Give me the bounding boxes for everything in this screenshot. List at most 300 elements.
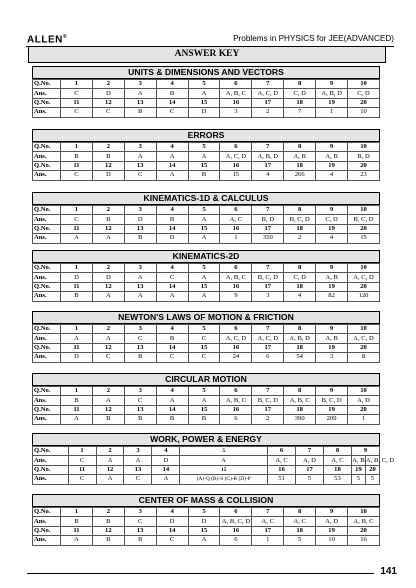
answer-cell: B xyxy=(92,215,124,224)
answer-cell: B xyxy=(156,415,188,424)
question-number-cell: 2 xyxy=(92,387,124,396)
question-number-cell: 4 xyxy=(156,80,188,89)
answer-cell: A, D xyxy=(316,517,348,526)
row-label: Q.No. xyxy=(33,447,69,456)
answer-cell: C xyxy=(61,171,93,180)
question-number-cell: 18 xyxy=(284,224,316,233)
answer-cell: C xyxy=(68,456,96,465)
answer-row xyxy=(33,517,380,526)
answer-cell: A, B xyxy=(316,152,348,161)
question-number-cell: 10 xyxy=(348,80,380,89)
footer-rule xyxy=(27,573,374,574)
question-number-cell: 16 xyxy=(220,161,252,170)
question-number-cell: 15 xyxy=(188,526,220,535)
question-number-cell: 14 xyxy=(156,282,188,291)
answer-cell: B, C, D xyxy=(284,215,316,224)
answer-cell: A xyxy=(188,273,220,282)
question-number-cell: 5 xyxy=(188,264,220,273)
question-number-row xyxy=(33,465,380,474)
question-number-cell: 10 xyxy=(348,325,380,334)
section-title: KINEMATICS-1D & CALCULUS xyxy=(32,192,380,205)
question-number-cell: 20 xyxy=(348,405,380,414)
page-number: 141 xyxy=(380,566,397,577)
answer-cell: A xyxy=(188,89,220,98)
question-number-cell: 13 xyxy=(124,526,156,535)
answer-cell: C xyxy=(156,273,188,282)
question-number-cell: 11 xyxy=(61,98,93,107)
question-number-cell: 12 xyxy=(92,405,124,414)
answer-cell: 1 xyxy=(348,415,380,424)
answer-cell: B xyxy=(156,89,188,98)
question-number-cell: 12 xyxy=(92,224,124,233)
row-label: Q.No. xyxy=(33,264,61,273)
answer-row xyxy=(33,415,380,424)
answer-cell: B xyxy=(124,353,156,362)
answer-cell: A xyxy=(124,89,156,98)
answer-cell: C, D xyxy=(284,89,316,98)
answer-section xyxy=(32,250,380,302)
answer-cell: 82 xyxy=(316,292,348,301)
answer-cell: D xyxy=(92,89,124,98)
question-number-cell: 14 xyxy=(156,98,188,107)
answer-cell: B xyxy=(92,415,124,424)
answer-cell: 1 xyxy=(252,536,284,545)
answer-cell: 7 xyxy=(284,108,316,117)
question-number-cell: 4 xyxy=(156,264,188,273)
question-number-cell: 5 xyxy=(180,447,268,456)
answer-cell: A, C xyxy=(252,517,284,526)
question-number-cell: 17 xyxy=(252,343,284,352)
question-number-cell: 9 xyxy=(351,447,379,456)
answer-cell: 10 xyxy=(316,536,348,545)
question-number-cell: 9 xyxy=(316,264,348,273)
question-number-cell: 7 xyxy=(252,143,284,152)
row-label: Ans. xyxy=(33,456,69,465)
answer-section xyxy=(32,494,380,546)
answer-cell: D xyxy=(124,215,156,224)
answer-cell: C xyxy=(92,108,124,117)
answer-cell: 15 xyxy=(348,234,380,243)
question-number-cell: 18 xyxy=(284,526,316,535)
question-number-cell: 12 xyxy=(92,282,124,291)
question-number-row xyxy=(33,98,380,107)
answer-cell: C xyxy=(124,517,156,526)
question-number-cell: 15 xyxy=(188,98,220,107)
answer-cell: A, B xyxy=(316,273,348,282)
answer-cell: A xyxy=(188,234,220,243)
question-number-cell: 17 xyxy=(296,465,324,474)
answer-cell: C xyxy=(156,108,188,117)
question-number-row xyxy=(33,325,380,334)
question-number-row xyxy=(33,343,380,352)
answer-cell: C xyxy=(124,475,152,484)
answer-section xyxy=(32,192,380,244)
row-label: Ans. xyxy=(33,215,61,224)
answer-cell: 6 xyxy=(220,415,252,424)
answer-cell: 1 xyxy=(316,108,348,117)
question-number-row xyxy=(33,282,380,291)
answer-cell: A xyxy=(124,152,156,161)
row-label: Q.No. xyxy=(33,206,61,215)
answer-cell: B xyxy=(188,171,220,180)
answer-cell: A xyxy=(188,152,220,161)
row-label: Ans. xyxy=(33,396,61,405)
question-number-cell: 18 xyxy=(284,343,316,352)
question-number-row xyxy=(33,206,380,215)
row-label: Q.No. xyxy=(33,325,61,334)
answer-cell: B xyxy=(124,536,156,545)
answer-row xyxy=(33,152,380,161)
question-number-cell: 8 xyxy=(284,206,316,215)
question-number-cell: 7 xyxy=(252,264,284,273)
question-number-cell: 10 xyxy=(348,143,380,152)
answer-cell: B xyxy=(124,108,156,117)
answer-cell: B xyxy=(92,152,124,161)
row-label: Ans. xyxy=(33,273,61,282)
question-number-cell: 19 xyxy=(316,161,348,170)
question-number-row xyxy=(33,387,380,396)
question-number-cell: 9 xyxy=(316,143,348,152)
question-number-cell: 19 xyxy=(316,405,348,414)
question-number-cell: 12 xyxy=(96,465,124,474)
answer-cell: B xyxy=(156,334,188,343)
row-label: Ans. xyxy=(33,415,61,424)
answer-cell: B, D xyxy=(348,152,380,161)
question-number-cell: 4 xyxy=(156,325,188,334)
answer-cell: 266 xyxy=(284,171,316,180)
row-label: Ans. xyxy=(33,152,61,161)
answer-cell: D xyxy=(92,171,124,180)
page-header xyxy=(0,0,416,52)
answer-cell: C xyxy=(61,215,93,224)
answer-cell: B, C, D xyxy=(348,215,380,224)
answer-table xyxy=(32,205,380,244)
question-number-cell: 13 xyxy=(124,282,156,291)
answer-cell: A xyxy=(188,536,220,545)
question-number-cell: 4 xyxy=(156,387,188,396)
question-number-cell: 8 xyxy=(324,447,352,456)
question-number-cell: 20 xyxy=(365,465,379,474)
answer-cell: A xyxy=(188,292,220,301)
answer-cell: B xyxy=(156,215,188,224)
question-number-cell: 14 xyxy=(156,405,188,414)
answer-cell: A, C xyxy=(324,456,352,465)
answer-cell: B xyxy=(124,415,156,424)
question-number-row xyxy=(33,224,380,233)
answer-cell: 4 xyxy=(316,171,348,180)
answer-cell: C, D xyxy=(316,215,348,224)
question-number-cell: 14 xyxy=(156,224,188,233)
answer-cell: A xyxy=(92,234,124,243)
question-number-cell: 19 xyxy=(316,98,348,107)
answer-cell: A xyxy=(96,456,124,465)
question-number-row xyxy=(33,143,380,152)
answer-cell: A xyxy=(61,234,93,243)
answer-cell: 15 xyxy=(220,171,252,180)
answer-cell: 390 xyxy=(284,415,316,424)
answer-cell: A, B, C, D xyxy=(365,456,395,464)
answer-cell: D xyxy=(156,517,188,526)
question-number-cell: 17 xyxy=(252,161,284,170)
question-number-cell: 4 xyxy=(156,508,188,517)
answer-cell: C xyxy=(156,536,188,545)
answer-cell: D xyxy=(152,456,180,465)
answer-row xyxy=(33,215,380,224)
answer-cell: 9 xyxy=(220,292,252,301)
row-label: Q.No. xyxy=(33,224,61,233)
answer-cell: 8 xyxy=(348,353,380,362)
question-number-cell: 6 xyxy=(220,508,252,517)
question-number-cell: 11 xyxy=(61,224,93,233)
row-label: Ans. xyxy=(33,353,61,362)
book-title: Problems in PHYSICS for JEE(ADVANCED) xyxy=(233,34,394,43)
answer-cell: 5 xyxy=(296,475,324,484)
answer-cell: A, B, C, D xyxy=(221,517,250,525)
answer-cell: A, B xyxy=(352,456,365,464)
row-label: Ans. xyxy=(33,517,61,526)
row-label: Q.No. xyxy=(33,465,69,474)
question-number-cell: 2 xyxy=(92,80,124,89)
question-number-cell: 14 xyxy=(156,526,188,535)
answer-cell: A xyxy=(180,456,268,465)
answer-cell: 5 xyxy=(351,475,365,484)
question-number-cell: 19 xyxy=(316,526,348,535)
row-label: Q.No. xyxy=(33,98,61,107)
question-number-cell: 1 xyxy=(61,80,93,89)
answer-row xyxy=(33,89,380,98)
question-number-cell: 1 xyxy=(61,387,93,396)
answer-cell: B xyxy=(61,396,93,405)
question-number-cell: 16 xyxy=(220,526,252,535)
answer-cell: A xyxy=(156,152,188,161)
question-number-cell: 11 xyxy=(61,343,93,352)
row-label: Ans. xyxy=(33,89,61,98)
question-number-cell: 13 xyxy=(124,224,156,233)
answer-table xyxy=(32,142,380,181)
question-number-cell: 11 xyxy=(68,465,96,474)
answer-cell: A, B, C xyxy=(220,89,252,98)
answer-cell: A, C xyxy=(220,215,252,224)
question-number-cell: 5 xyxy=(188,143,220,152)
question-number-cell: 6 xyxy=(220,387,252,396)
question-number-cell: 10 xyxy=(348,206,380,215)
question-number-cell: 5 xyxy=(188,387,220,396)
question-number-cell: 16 xyxy=(220,405,252,414)
question-number-cell: 9 xyxy=(316,80,348,89)
question-number-cell: 9 xyxy=(316,387,348,396)
answer-cell: B xyxy=(92,517,124,526)
answer-cell: 209 xyxy=(316,415,348,424)
question-number-cell: 15 xyxy=(180,465,268,474)
question-number-cell: 1 xyxy=(61,508,93,517)
answer-cell: 16 xyxy=(348,536,380,545)
answer-cell: 3 xyxy=(316,353,348,362)
question-number-cell: 9 xyxy=(316,206,348,215)
question-number-cell: 7 xyxy=(252,206,284,215)
answer-cell: A, B xyxy=(316,334,348,343)
question-number-cell: 17 xyxy=(252,282,284,291)
answer-cell: 6 xyxy=(252,353,284,362)
answer-cell: 3 xyxy=(220,108,252,117)
answer-cell: 10 xyxy=(348,108,380,117)
question-number-cell: 2 xyxy=(92,325,124,334)
answer-table xyxy=(32,324,380,363)
question-number-cell: 5 xyxy=(188,206,220,215)
answer-table xyxy=(32,79,380,118)
question-number-cell: 13 xyxy=(124,343,156,352)
question-number-cell: 7 xyxy=(296,447,324,456)
answer-cell: D xyxy=(156,234,188,243)
answer-cell: C xyxy=(124,396,156,405)
brand-logo: ALLEN® xyxy=(27,34,68,46)
question-number-cell: 2 xyxy=(92,143,124,152)
answer-cell: A xyxy=(92,292,124,301)
answer-cell: C xyxy=(156,353,188,362)
answer-cell: (A)-Q (B)-S (C)-R (D)-P xyxy=(180,475,268,484)
question-number-cell: 1 xyxy=(61,143,93,152)
answer-key-title: ANSWER KEY xyxy=(28,47,386,63)
question-number-cell: 18 xyxy=(284,282,316,291)
question-number-cell: 7 xyxy=(252,387,284,396)
question-number-cell: 1 xyxy=(61,206,93,215)
row-label: Q.No. xyxy=(33,508,61,517)
answer-cell: 4 xyxy=(252,171,284,180)
question-number-cell: 5 xyxy=(188,508,220,517)
answer-cell: 2 xyxy=(252,415,284,424)
answer-cell: C xyxy=(124,171,156,180)
answer-cell: D xyxy=(61,273,93,282)
question-number-cell: 20 xyxy=(348,526,380,535)
answer-row xyxy=(33,396,380,405)
answer-cell: A xyxy=(156,171,188,180)
question-number-cell: 14 xyxy=(152,465,180,474)
answer-cell: A, C xyxy=(284,517,316,526)
row-label: Q.No. xyxy=(33,143,61,152)
answer-table xyxy=(32,446,395,485)
question-number-cell: 9 xyxy=(316,508,348,517)
answer-cell: A xyxy=(61,536,93,545)
row-label: Ans. xyxy=(33,475,69,484)
answer-cell: B xyxy=(92,536,124,545)
answer-cell: 5 xyxy=(284,536,316,545)
answer-cell: A xyxy=(124,273,156,282)
answer-cell: C xyxy=(68,475,96,484)
question-number-cell: 15 xyxy=(188,343,220,352)
answer-cell: A, D xyxy=(296,456,324,465)
answer-cell: 3 xyxy=(252,292,284,301)
answer-cell: A xyxy=(188,396,220,405)
question-number-cell: 11 xyxy=(61,282,93,291)
question-number-cell: 3 xyxy=(124,508,156,517)
question-number-row xyxy=(33,447,380,456)
question-number-cell: 3 xyxy=(124,206,156,215)
question-number-cell: 5 xyxy=(188,80,220,89)
answer-cell: 54 xyxy=(284,353,316,362)
answer-cell: 4 xyxy=(284,292,316,301)
row-label: Q.No. xyxy=(33,343,61,352)
answer-cell: B xyxy=(124,234,156,243)
answer-cell: 1 xyxy=(220,234,252,243)
question-number-cell: 13 xyxy=(124,161,156,170)
answer-row xyxy=(33,536,380,545)
question-number-cell: 1 xyxy=(61,325,93,334)
answer-row xyxy=(33,108,380,117)
answer-cell: C, D xyxy=(348,89,380,98)
answer-cell: B xyxy=(61,292,93,301)
question-number-cell: 8 xyxy=(284,387,316,396)
question-number-cell: 15 xyxy=(188,161,220,170)
answer-cell: A xyxy=(92,334,124,343)
row-label: Q.No. xyxy=(33,161,61,170)
answer-cell: A, D xyxy=(348,396,380,405)
question-number-cell: 6 xyxy=(220,80,252,89)
answer-cell: D xyxy=(61,353,93,362)
answer-cell: A, B, C xyxy=(284,396,316,405)
question-number-cell: 16 xyxy=(268,465,296,474)
question-number-row xyxy=(33,264,380,273)
question-number-cell: 20 xyxy=(348,161,380,170)
answer-row xyxy=(33,334,380,343)
question-number-cell: 9 xyxy=(316,325,348,334)
answer-cell: 120 xyxy=(348,292,380,301)
answer-cell: 53 xyxy=(324,475,352,484)
section-title: KINEMATICS-2D xyxy=(32,250,380,263)
answer-cell: 6 xyxy=(220,536,252,545)
answer-cell: C xyxy=(188,353,220,362)
question-number-cell: 4 xyxy=(156,143,188,152)
question-number-cell: 15 xyxy=(188,224,220,233)
question-number-cell: 3 xyxy=(124,143,156,152)
question-number-cell: 16 xyxy=(220,343,252,352)
answer-cell: A, C xyxy=(268,456,296,465)
answer-cell: A, C, D xyxy=(252,334,284,343)
question-number-cell: 8 xyxy=(284,325,316,334)
question-number-cell: 7 xyxy=(252,80,284,89)
answer-cell: A xyxy=(188,215,220,224)
question-number-row xyxy=(33,80,380,89)
answer-cell: B xyxy=(61,517,93,526)
row-label: Ans. xyxy=(33,292,61,301)
question-number-cell: 14 xyxy=(156,161,188,170)
answer-table xyxy=(32,263,380,302)
answer-cell: A, B xyxy=(284,152,316,161)
answer-section xyxy=(32,66,380,118)
section-title: CIRCULAR MOTION xyxy=(32,373,380,386)
question-number-cell: 16 xyxy=(220,282,252,291)
question-number-cell: 4 xyxy=(156,206,188,215)
question-number-cell: 20 xyxy=(348,282,380,291)
answer-cell: 4 xyxy=(316,234,348,243)
answer-row xyxy=(33,456,380,465)
answer-cell: C xyxy=(61,108,93,117)
question-number-cell: 18 xyxy=(284,161,316,170)
answer-cell: A xyxy=(124,456,152,465)
row-label: Ans. xyxy=(33,334,61,343)
question-number-cell: 17 xyxy=(252,98,284,107)
answer-cell: 5 xyxy=(365,475,379,484)
question-number-cell: 20 xyxy=(348,343,380,352)
section-title: ERRORS xyxy=(32,129,380,142)
answer-cell: A, B, D xyxy=(252,152,284,161)
question-number-cell: 4 xyxy=(152,447,180,456)
answer-cell: D xyxy=(92,273,124,282)
question-number-row xyxy=(33,405,380,414)
question-number-cell: 6 xyxy=(220,143,252,152)
question-number-cell: 7 xyxy=(252,508,284,517)
question-number-cell: 12 xyxy=(92,161,124,170)
answer-cell: A, B, C xyxy=(348,517,380,526)
answer-cell: 350 xyxy=(252,234,284,243)
